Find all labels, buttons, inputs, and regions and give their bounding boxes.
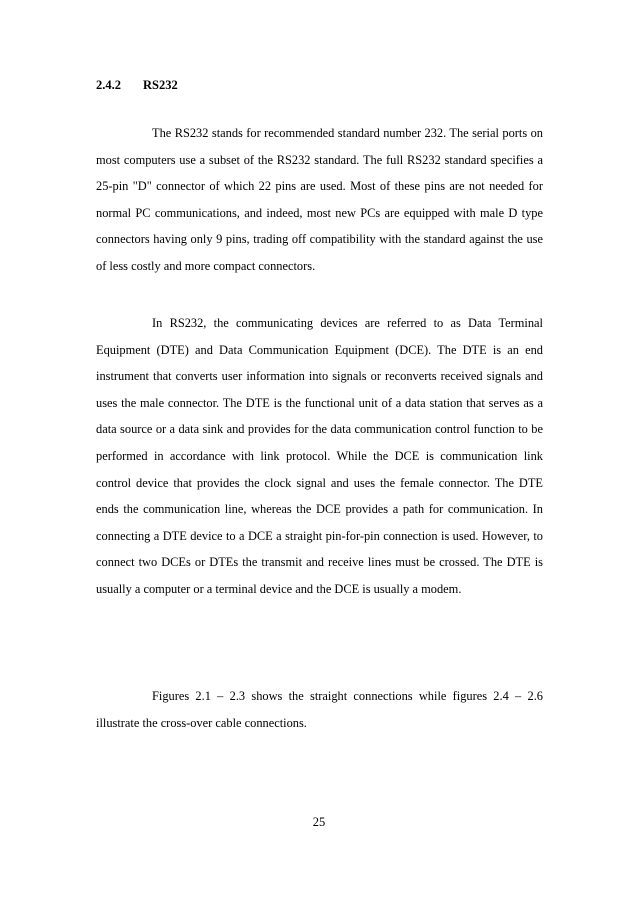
paragraph-rs232-intro — [96, 120, 543, 280]
section-title: RS232 — [143, 78, 178, 92]
paragraph-text: In RS232, the communicating devices are referred to as Data Terminal Equipment (DTE) and Data Communication Equipment (DCE). The DTE is an end instrument that converts user information into signals or reconverts received signals and uses the male connector. The DTE is the functional unit of a data station that serves as a data source or a data sink and provides for the data communication control function to be performed in accordance with link protocol. While the DCE is communication link control device that provides the clock signal and uses the female connector. The DTE ends the communication line, whereas the DCE provides a path for communication. In connecting a DTE device to a DCE a straight pin-for-pin connection is used. However, to connect two DCEs or DTEs the transmit and receive lines must be crossed. The DTE is usually a computer or a terminal device and the DCE is usually a modem. — [96, 316, 543, 596]
section-heading — [96, 76, 178, 94]
paragraph-dte-dce — [96, 310, 543, 603]
paragraph-text: Figures 2.1 – 2.3 shows the straight connections while figures 2.4 – 2.6 illustrate the cross-over cable connections. — [96, 689, 543, 730]
paragraph-figures-reference — [96, 683, 543, 736]
page-number: 25 — [312, 815, 326, 829]
section-number: 2.4.2 — [96, 78, 121, 92]
paragraph-text: The RS232 stands for recommended standard number 232. The serial ports on most computers use a subset of the RS232 standard. The full RS232 standard specifies a 25-pin "D" connector of which 22 pins are used. Most of these pins are not needed for normal PC communications, and indeed, most new PCs are equipped with male D type connectors having only 9 pins, trading off compatibility with the standard against the use of less costly and more compact connectors. — [96, 126, 543, 273]
